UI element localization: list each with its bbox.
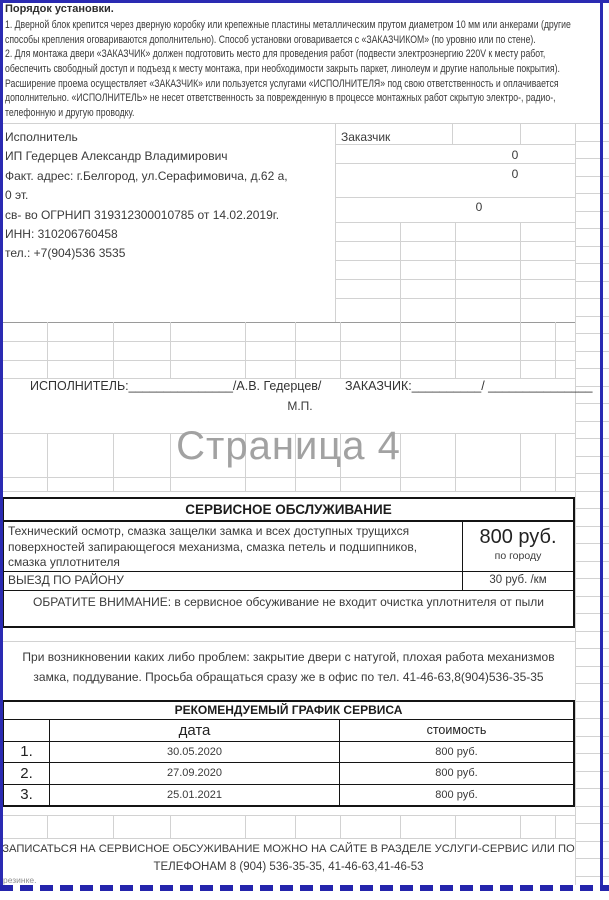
- schedule-row: [4, 785, 573, 806]
- executor-address-cont: 0 эт.: [5, 188, 29, 203]
- gridline: [575, 123, 609, 124]
- service-price: 800 руб.: [479, 526, 557, 548]
- schedule-row-num: 3.: [4, 785, 50, 806]
- page-break-border-top: [0, 0, 609, 3]
- gridline: [575, 211, 609, 212]
- gridline: [245, 322, 246, 378]
- schedule-num-header: [4, 720, 50, 741]
- gridline: [340, 322, 341, 378]
- gridline: [575, 281, 609, 282]
- installation-line: обеспечить свободный доступ и подъезд к месту монтажа, при необходимости закрыть паркет, линолеум и другие напольные покрытия).: [5, 63, 560, 76]
- gridline: [455, 222, 456, 322]
- schedule-title: РЕКОМЕНДУЕМЫЙ ГРАФИК СЕРВИСА: [4, 702, 573, 720]
- gridline: [520, 815, 521, 838]
- schedule-table: [2, 700, 575, 807]
- gridline: [575, 841, 609, 842]
- gridline: [575, 333, 609, 334]
- gridline: [575, 648, 609, 649]
- travel-label: ВЫЕЗД ПО РАЙОНУ: [4, 572, 463, 590]
- gridline: [575, 701, 609, 702]
- executor-label: Исполнитель: [5, 130, 78, 144]
- gridline: [455, 815, 456, 838]
- gridline: [575, 613, 609, 614]
- gridline: [575, 508, 609, 509]
- gridline: [575, 316, 609, 317]
- installation-paragraph: [5, 18, 609, 121]
- installation-line: способы крепления оговариваются дополнительно). Способ установки оговаривается с «ЗАКАЗЧИКОМ» (по уровню или по стене).: [5, 33, 536, 46]
- gridline: [575, 526, 609, 527]
- customer-amount: 0: [511, 148, 519, 162]
- gridline: [575, 543, 609, 544]
- gridline: [170, 322, 171, 378]
- gridline: [575, 771, 609, 772]
- gridline: [575, 403, 609, 404]
- gridline: [0, 360, 575, 361]
- gridline: [575, 876, 609, 877]
- gridline: [575, 438, 609, 439]
- gridline: [575, 631, 609, 632]
- gridline: [575, 368, 609, 369]
- schedule-row-cost: 800 руб.: [435, 745, 478, 758]
- gridline: [520, 322, 521, 378]
- gridline: [400, 222, 401, 322]
- gridline: [0, 322, 575, 323]
- schedule-row-cost: 800 руб.: [435, 788, 478, 801]
- gridline: [295, 322, 296, 378]
- gridline: [575, 298, 609, 299]
- gridline: [0, 123, 600, 124]
- service-title: СЕРВИСНОЕ ОБСЛУЖИВАНИЕ: [4, 499, 573, 522]
- service-price-note: по городу: [494, 550, 542, 562]
- gridline: [47, 322, 48, 378]
- gridline: [575, 141, 609, 142]
- gridline: [113, 815, 114, 838]
- gridline: [575, 228, 609, 229]
- gridline: [295, 815, 296, 838]
- schedule-row-cost: 800 руб.: [435, 767, 478, 780]
- gridline: [575, 561, 609, 562]
- gridline: [575, 351, 609, 352]
- gridline: [335, 197, 575, 198]
- travel-price: 30 руб. /км: [489, 574, 547, 586]
- service-desc-line: поверхностей запирающегося механизма, смазка петель и подшипников,: [8, 539, 418, 554]
- footer-line: ТЕЛЕФОНАМ 8 (904) 536-35-35, 41-46-63,41-46-53: [153, 861, 424, 873]
- executor-ogrnip: св- во ОГРНИП 319312300010785 от 14.02.2019г.: [5, 207, 280, 222]
- gridline: [0, 815, 575, 816]
- service-desc-line: Технический осмотр, смазка защелки замка и всех доступных трущихся: [8, 524, 410, 538]
- gridline: [575, 753, 609, 754]
- gridline: [335, 123, 336, 322]
- service-table: [2, 497, 575, 628]
- schedule-row-num: 1.: [4, 742, 50, 763]
- gridline: [575, 176, 609, 177]
- installation-line: 1. Дверной блок крепится через дверную коробку или крепежные пластины металлическим прутом диаметром 10 мм или анкерами (другие: [5, 19, 571, 31]
- gridline: [455, 322, 456, 378]
- gridline: [245, 815, 246, 838]
- installation-line: Расширение проема осуществляет «ЗАКАЗЧИК» или пользуется услугами «ИСПОЛНИТЕЛЯ» под свою ответственность и оплачивается: [5, 77, 559, 90]
- schedule-row: [4, 763, 573, 785]
- executor-address: Факт. адрес: г.Белгород, ул.Серафимовича, д.62 а,: [5, 168, 288, 183]
- gridline: [335, 163, 575, 164]
- gridline: [0, 491, 575, 492]
- gridline: [555, 815, 556, 838]
- gridline: [520, 222, 521, 322]
- gridline: [575, 456, 609, 457]
- problems-line: замка, поддувание. Просьба обращаться сразу же в офис по тел. 41-46-63,8(904)536-35-35: [33, 670, 544, 684]
- gridline: [575, 736, 609, 737]
- gridline: [575, 596, 609, 597]
- problems-line: При возникновении каких либо проблем: закрытие двери с натугой, плохая работа механизмов: [22, 650, 555, 664]
- gridline: [0, 341, 575, 342]
- customer-amount: 0: [475, 200, 483, 214]
- gridline: [575, 578, 609, 579]
- footer-fragment: резинке.: [3, 875, 37, 885]
- gridline: [575, 718, 609, 719]
- gridline: [400, 322, 401, 378]
- gridline: [575, 806, 609, 807]
- schedule-col-cost: стоимость: [426, 723, 487, 738]
- schedule-header-row: [4, 720, 573, 742]
- schedule-col-date: дата: [50, 720, 340, 741]
- installation-title: Порядок установки.: [5, 3, 114, 15]
- customer-amount: 0: [511, 167, 519, 181]
- gridline: [575, 263, 609, 264]
- service-desc-line: смазка уплотнителя: [8, 555, 120, 570]
- page-break-border-left: [0, 0, 3, 890]
- service-notice: ОБРАТИТЕ ВНИМАНИЕ: в сервисное обсуживание не входит очистка уплотнителя от пыли: [33, 595, 544, 609]
- installation-line: 2. Для монтажа двери «ЗАКАЗЧИК» должен подготовить место для проведения работ (подвести электроэнергию 220V к месту работ,: [5, 48, 546, 61]
- gridline: [575, 491, 609, 492]
- schedule-row-date: 25.01.2021: [50, 785, 340, 806]
- gridline: [555, 322, 556, 378]
- gridline: [575, 788, 609, 789]
- gridline: [0, 641, 575, 642]
- installation-line: телефонную и другую проводку.: [5, 107, 135, 120]
- installation-line: дополнительно. «ИСПОЛНИТЕЛЬ» не несет ответственность за поврежденную в процессе монтажных работ скрытую электро-, радио-,: [5, 92, 556, 105]
- gridline: [575, 123, 576, 886]
- page-break-border-right: [600, 0, 603, 890]
- gridline: [340, 815, 341, 838]
- schedule-row: [4, 742, 573, 764]
- gridline: [575, 858, 609, 859]
- gridline: [575, 421, 609, 422]
- schedule-row-date: 30.05.2020: [50, 742, 340, 763]
- page-watermark: Страница 4: [176, 424, 401, 468]
- gridline: [0, 477, 575, 478]
- gridline: [575, 246, 609, 247]
- gridline: [170, 815, 171, 838]
- executor-details: [5, 128, 288, 264]
- gridline: [47, 815, 48, 838]
- gridline: [575, 473, 609, 474]
- gridline: [452, 123, 453, 144]
- stamp-label: М.П.: [287, 399, 313, 413]
- service-price-cell: [463, 522, 573, 571]
- gridline: [575, 666, 609, 667]
- executor-inn: ИНН: 310206760458: [5, 227, 118, 242]
- gridline: [575, 683, 609, 684]
- page-break-border-bottom: [0, 885, 609, 891]
- signature-executor: ИСПОЛНИТЕЛЬ:_______________/А.В. Гедерцев/: [30, 379, 322, 393]
- gridline: [0, 838, 575, 839]
- gridline: [575, 158, 609, 159]
- footer-line: ЗАПИСАТЬСЯ НА СЕРВИСНОЕ ОБСУЖИВАНИЕ МОЖНО НА САЙТЕ В РАЗДЕЛЕ УСЛУГИ-СЕРВИС ИЛИ ПО: [2, 843, 575, 855]
- gridline: [575, 193, 609, 194]
- gridline: [400, 815, 401, 838]
- signature-customer: ЗАКАЗЧИК:__________/ _______________: [345, 379, 593, 393]
- executor-phone: тел.: +7(904)536 3535: [5, 246, 126, 261]
- gridline: [113, 322, 114, 378]
- gridline: [520, 123, 521, 144]
- executor-name: ИП Гедерцев Александр Владимирович: [5, 149, 228, 164]
- schedule-row-num: 2.: [4, 763, 50, 784]
- service-description: [4, 522, 463, 571]
- schedule-row-date: 27.09.2020: [50, 763, 340, 784]
- customer-label: Заказчик: [341, 130, 391, 144]
- gridline: [335, 144, 575, 145]
- gridline: [575, 823, 609, 824]
